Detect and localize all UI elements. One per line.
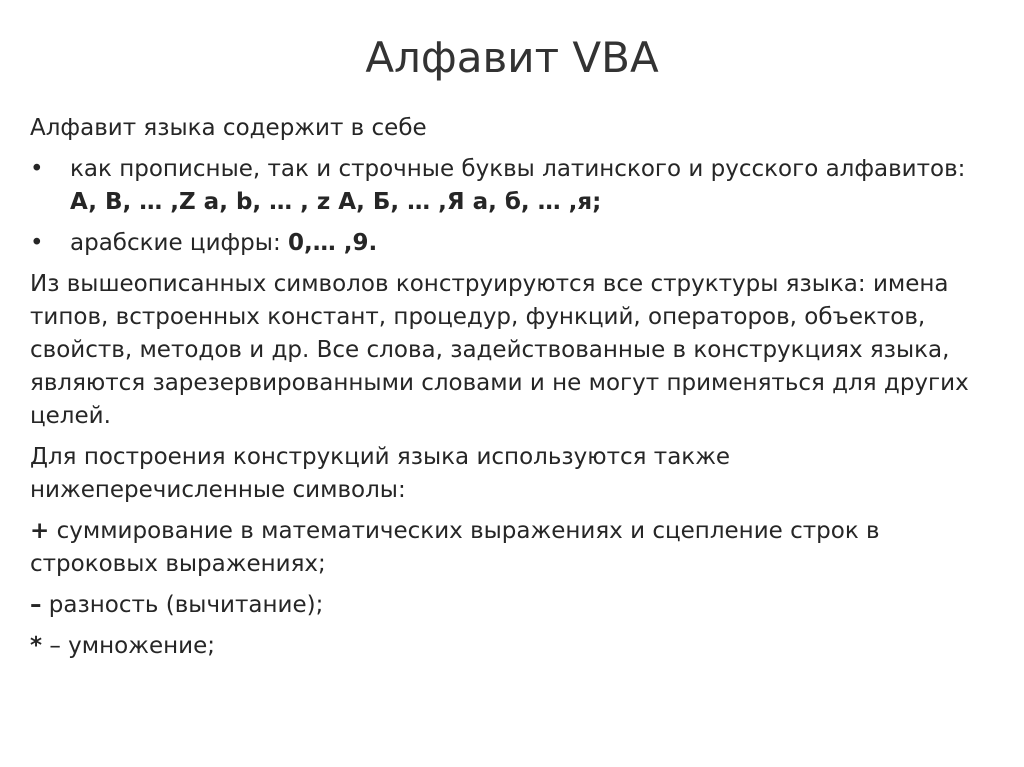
bullet-bold-digits: 0,… ,9. — [288, 230, 378, 256]
symbol-desc: разность (вычитание); — [41, 592, 324, 618]
symbol-line-multiply — [30, 630, 990, 663]
slide-title: Алфавит VBA — [365, 33, 659, 82]
slide-body — [30, 112, 990, 671]
bullet-item-letters — [30, 153, 990, 219]
symbol-minus: – — [30, 592, 42, 618]
symbol-line-plus — [30, 515, 990, 581]
bullet-item-digits — [30, 227, 990, 260]
bullet-marker: • — [30, 156, 44, 182]
bullet-text: как прописные, так и строчные буквы латинского и русского алфавитов: — [70, 156, 966, 182]
symbol-line-minus — [30, 589, 990, 622]
bullet-marker: • — [30, 230, 44, 256]
symbol-multiply: * — [30, 633, 43, 659]
symbol-plus: + — [30, 518, 50, 544]
paragraph-symbols-intro: Для построения конструкций языка используются также нижеперечисленные символы: — [30, 444, 731, 503]
symbol-desc: суммирование в математических выражениях и сцепление строк в строковых выражениях; — [30, 518, 880, 577]
symbol-desc: – умножение; — [42, 633, 215, 659]
bullet-list — [30, 153, 990, 260]
paragraph-structures: Из вышеописанных символов конструируются все структуры языка: имена типов, встроенных констант, процедур, функций, операторов, объектов, свойств, методов и др. Все слова, задействованные в конструкциях языка, являются зарезервированными словами и не могут применяться для других целей. — [30, 271, 969, 429]
bullet-text: арабские цифры: — [70, 230, 289, 256]
intro-text: Алфавит языка содержит в себе — [30, 115, 427, 141]
bullet-bold-letters: A, B, … ,Z a, b, … , z А, Б, … ,Я а, б, … ,я; — [70, 189, 602, 215]
